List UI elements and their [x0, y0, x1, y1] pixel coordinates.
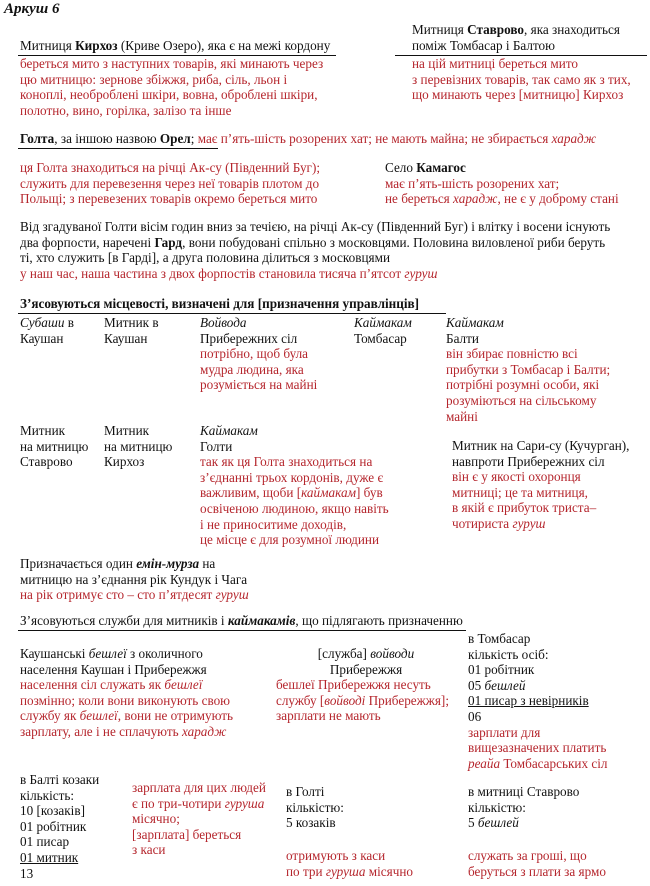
row1-col2: [104, 315, 159, 346]
text-line: отримують з каси: [286, 848, 386, 863]
section-title-localities: З’ясовуються місцевості, визначені для [призначення управлінців]: [20, 296, 420, 311]
text-line: з каси: [132, 842, 166, 858]
text-line: Митник на Сари-су (Кучурган),: [452, 438, 630, 453]
text-line: Каушан: [104, 330, 148, 346]
text-part: , вони не отримують: [117, 708, 234, 724]
row1-col3: [200, 315, 317, 393]
text-line: потрібно, щоб була: [200, 346, 309, 362]
text-part: місячно: [365, 863, 413, 879]
text-line: має п’ять-шість розорених хат;: [385, 175, 560, 191]
heading-prefix: Село: [385, 160, 417, 175]
text-line: він є у якості охоронця: [452, 469, 581, 485]
text-line: цю митницю: зернове збіжжя, риба, сіль, льон і: [20, 71, 288, 87]
text-line: Прибережжя: [329, 661, 403, 677]
text-italic: гуруша: [224, 795, 265, 811]
heading-prefix: Митниця: [412, 22, 468, 37]
text-line: він збирає повністю всі: [446, 346, 578, 362]
text-line: навпроти Прибережних сіл: [452, 453, 605, 469]
golta-mid: , за іншою назвою: [54, 131, 160, 146]
text-line: в якій є прибуток триста–: [452, 500, 597, 516]
text-line: митницю на з’єднання рік Кундук і Чага: [20, 571, 248, 587]
golta-red-italic: харадж: [551, 131, 596, 146]
text-italic: бешлеї: [164, 677, 203, 693]
kaimakam-title: Каймакам: [200, 423, 258, 438]
text-italic: бешлеї: [79, 708, 118, 724]
text-line: беруться з плати за ярмо: [468, 863, 606, 879]
text-line: Від згадуваної Голти вісім годин вниз за течією, на річці Ак-су (Південний Буг) і влітку і восени існують: [20, 219, 611, 234]
text-line: береться мито з наступних товарів, які минають через: [20, 56, 324, 71]
divider: [18, 148, 218, 149]
text-line: Каушан: [20, 330, 64, 346]
row1-col4: [354, 315, 412, 346]
text-italic: харадж: [181, 723, 227, 739]
stavrovo-customs-block: [412, 22, 620, 53]
text-italic: каймакам: [301, 485, 356, 501]
sheet-title: Аркуш 6: [4, 1, 60, 17]
text-italic: гуруш: [215, 587, 249, 603]
text-line: [200, 485, 389, 501]
text-line: і не приноситиме доходів,: [200, 516, 347, 532]
text-italic: войводи: [370, 646, 415, 661]
text-line: коноплі, необроблені шкіри, вовна, оброблені шкіри,: [20, 87, 318, 103]
text-line: Прибережних сіл: [200, 330, 298, 346]
text-line: полотно, вино, горілка, залізо та інше: [20, 102, 232, 118]
text-part: на рік отримує сто – сто п’ятдесят: [20, 587, 216, 603]
text-line: 10 [козаків]: [20, 803, 85, 819]
text-italic: войводі: [324, 692, 366, 708]
text-line: [20, 266, 610, 282]
text-italic: гуруш: [512, 515, 546, 531]
golta-salary-block: [286, 848, 413, 879]
text-part: Призначається один: [20, 556, 137, 571]
golta-semi: ;: [190, 131, 195, 146]
gard-name: Гард: [154, 234, 183, 250]
balta-staff-block: [20, 772, 99, 881]
text-line: на цій митниці береться мито: [412, 56, 578, 71]
text-line: на митницю: [20, 438, 89, 454]
heading-prefix: Митниця: [20, 38, 76, 53]
text-line: це місце є для розумної людини: [200, 532, 380, 548]
text-part: ] був: [355, 485, 383, 501]
tombasar-staff-block: [468, 631, 607, 771]
golta-red-text: має п’ять-шість розорених хат; не мають майна; не збирається: [197, 131, 552, 146]
text-line: вищезазначених платить: [468, 740, 607, 756]
text-line: [зарплата] береться: [132, 826, 242, 842]
text-italic: каймакамів: [227, 613, 296, 628]
text-line: [385, 191, 619, 207]
text-line: кількість осіб:: [468, 646, 549, 662]
golta-name: Голта: [20, 131, 55, 146]
row1-col1: [20, 315, 74, 346]
gard-paragraph: [20, 219, 610, 281]
text-italic: бешлей: [477, 815, 519, 831]
kamagos-block: [385, 160, 619, 207]
text-line: з’єднанні трьох кордонів, дуже є: [200, 469, 384, 485]
text-part: два форпости, наречені: [20, 234, 155, 250]
text-line: бешлеї Прибережжя несуть: [276, 677, 431, 693]
text-line: з перевізних товарів, так само як з тих,: [412, 71, 631, 87]
text-line: місячно;: [132, 811, 180, 827]
row2-col1: [20, 423, 88, 470]
text-line: освіченою людиною, якщо навіть: [200, 500, 389, 516]
golta-line: [20, 131, 596, 147]
text-line: мудра людина, яка: [200, 361, 304, 377]
text-line: прибутки з Томбасар і Балти;: [446, 361, 611, 377]
balta-salary-block: [132, 780, 266, 858]
text-line: розуміється на майні: [200, 377, 318, 393]
text-italic: бешлеї: [88, 646, 127, 661]
text-line: Голти: [200, 438, 233, 454]
text-italic: гуруш: [404, 265, 438, 281]
text-italic: реайа: [468, 755, 501, 771]
text-line: позмінно; коли вони виконують свою: [20, 692, 231, 708]
text-line: [20, 235, 610, 251]
text-line: ця Голта знаходиться на річці Ак-су (Південний Буг);: [20, 160, 321, 175]
heading-tail: , яка знаходиться: [524, 22, 620, 37]
text-part: важливим, щоби [: [200, 485, 302, 501]
text-part: [служба]: [317, 646, 371, 661]
text-line: кількістю:: [468, 799, 526, 815]
text-line: що минають через [митницю] Кирхоз: [412, 87, 624, 103]
golta-staff-block: [286, 784, 344, 831]
text-part: в: [64, 315, 74, 330]
section-title-services: [20, 613, 463, 629]
text-part: 05: [468, 677, 485, 693]
text-line: [452, 516, 629, 532]
text-line: Митник в: [104, 315, 159, 330]
stavrovo-description: [412, 56, 631, 103]
text-line: 01 писар: [20, 834, 70, 850]
text-line: 5 козаків: [286, 815, 336, 831]
divider: [18, 313, 446, 314]
kamagos-heading: [385, 160, 619, 176]
text-part: Прибережжя];: [365, 692, 449, 708]
kaimakam-title: Каймакам: [354, 315, 412, 330]
text-line: Балти: [446, 330, 479, 346]
row2-col3: [200, 423, 389, 548]
text-line: кількістю:: [286, 799, 344, 815]
text-line: Митник: [20, 423, 66, 438]
text-line: митниці; це та митниця,: [452, 484, 588, 500]
kaimakam-title: Каймакам: [446, 315, 504, 330]
kamagos-name: Камагос: [416, 160, 466, 175]
text-part: зарплату, але і не сплачують: [20, 723, 182, 739]
text-line: кількість:: [20, 787, 75, 803]
kirkhoz-customs-block: [20, 38, 330, 54]
text-line: так як ця Голта знаходиться на: [200, 454, 373, 470]
text-line: Ставрово: [20, 454, 73, 470]
text-line: на митницю: [104, 438, 173, 454]
voivoda-title: Войвода: [200, 315, 247, 330]
text-part: службу [: [276, 692, 325, 708]
stavrovo-staff-block: [468, 784, 579, 831]
emin-murza-block: [20, 556, 249, 603]
text-line: майні: [446, 408, 478, 424]
stavrovo-heading-line2: поміж Томбасар і Балтою: [412, 37, 556, 53]
stavrovo-salary-block: [468, 848, 606, 879]
row2-col2: [104, 423, 172, 470]
text-italic: харадж: [453, 191, 498, 207]
text-line: Митник: [104, 423, 150, 438]
stavrovo-name: Ставрово: [467, 22, 525, 37]
divider: [18, 630, 466, 631]
heading-tail: (Криве Озеро), яка є на межі кордону: [117, 38, 331, 53]
kirkhoz-name: Кирхоз: [75, 38, 118, 53]
text-part: , вони побудовані спільно з московцями. Половина виловленої риби беруть: [182, 234, 606, 250]
text-line: зарплати не мають: [276, 708, 381, 724]
voivoda-service-block: [276, 646, 456, 724]
stavrovo-heading: [412, 22, 620, 38]
text-part: Томбасарських сіл: [500, 755, 608, 771]
text-part: 5: [468, 815, 478, 831]
text-part: на: [199, 556, 216, 571]
text-line: в Томбасар: [468, 631, 531, 646]
text-line: Томбасар: [354, 330, 407, 346]
text-italic: бешлей: [484, 677, 526, 693]
text-part: , що підлягають призначенню: [295, 613, 463, 628]
text-line: ті, хто служить [в Гарді], а друга половина ділиться з московцями: [20, 250, 390, 266]
text-line: 01 робітник: [468, 662, 535, 678]
text-part: у наш час, наша частина з двох форпостів становила тисяча п’ятсот: [20, 265, 405, 281]
text-part: З’ясовуються служби для митників і: [20, 613, 228, 628]
kirkhoz-heading: [20, 38, 330, 54]
kaushan-beshlei-block: [20, 646, 233, 740]
golta-alt-name: Орел: [159, 131, 191, 146]
text-line: Польщі; з перевезених товарів окремо береться мито: [20, 191, 318, 207]
text-part: не береться: [385, 191, 454, 207]
text-line: розуміються на сільському: [446, 392, 597, 408]
text-line: 06: [468, 708, 482, 724]
text-line: в митниці Ставрово: [468, 784, 580, 799]
text-italic: гуруша: [325, 863, 366, 879]
emin-murza-term: емін-мурза: [136, 556, 200, 571]
text-part: , не є у доброму стані: [497, 191, 619, 207]
text-line: зарплати для: [468, 724, 541, 740]
text-part: Каушанські: [20, 646, 89, 661]
subashi-title: Субаши: [20, 315, 65, 330]
text-line: Кирхоз: [104, 454, 145, 470]
text-part: службу як: [20, 708, 80, 724]
text-line: служать за гроші, що: [468, 848, 587, 863]
text-line: 01 митник: [20, 849, 79, 865]
text-line: служить для перевезення через неї товарів плотом до: [20, 175, 320, 191]
text-line: 01 писар з невірників: [468, 693, 589, 709]
text-part: з околичного: [126, 646, 203, 661]
text-part: чотириста: [452, 515, 513, 531]
text-part: по три: [286, 863, 326, 879]
text-line: 01 робітник: [20, 818, 87, 834]
text-line: в Балті козаки: [20, 772, 100, 787]
kirkhoz-description: [20, 56, 323, 118]
golta-description: [20, 160, 320, 207]
text-part: населення сіл служать як: [20, 677, 165, 693]
text-line: населення Каушан і Прибережжя: [20, 661, 207, 677]
text-part: є по три-чотири: [132, 795, 225, 811]
text-line: в Голті: [286, 784, 325, 799]
row1-col5: [446, 315, 624, 424]
row2-col5: [452, 438, 629, 532]
text-line: потрібні розумні особи, які: [446, 377, 600, 393]
text-line: зарплата для цих людей: [132, 780, 266, 795]
text-line: 13: [20, 865, 34, 881]
